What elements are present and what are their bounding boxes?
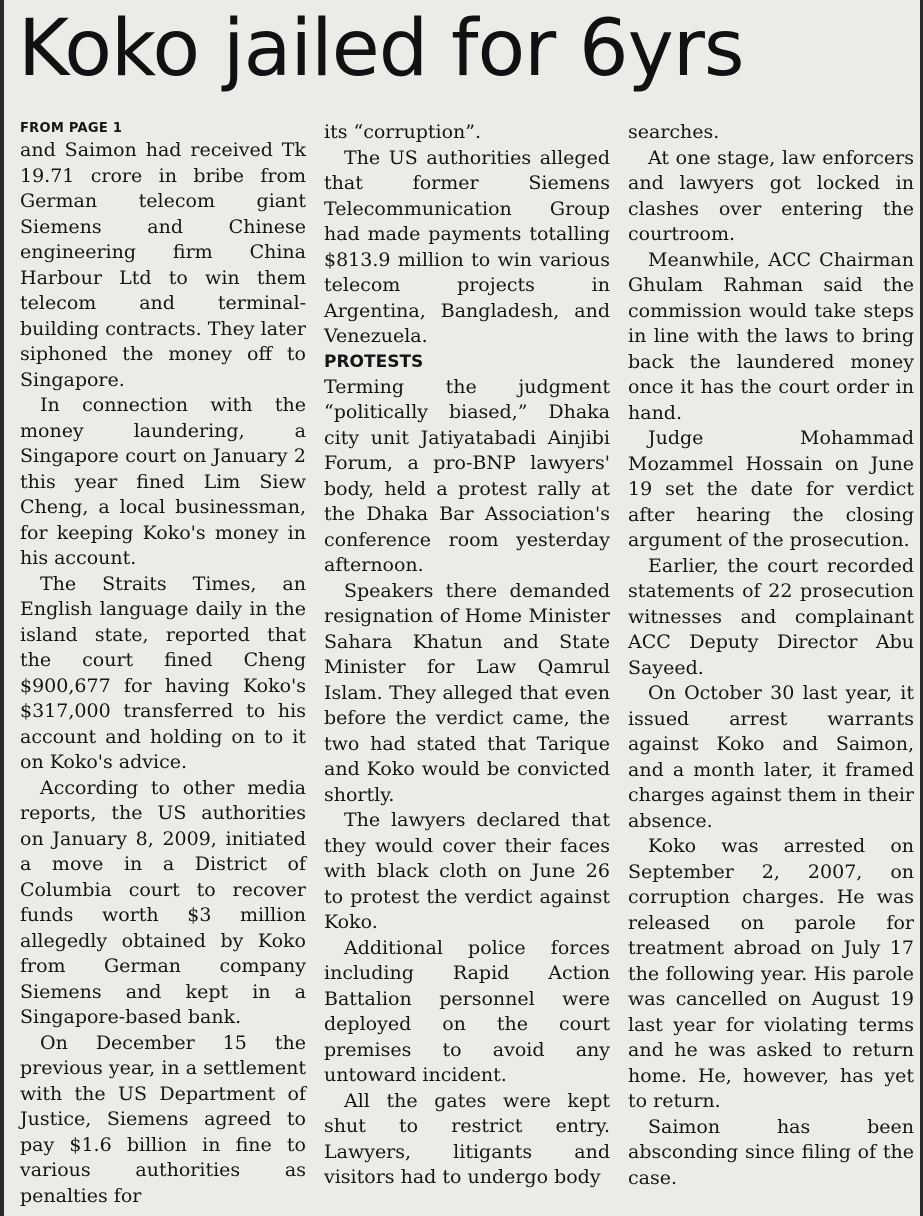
paragraph: On October 30 last year, it issued arrest warrants against Koko and Saimon, and a month later, it framed charges against them in their absence. [628,682,914,832]
article-body [20,120,916,1209]
paragraph: and Saimon had received Tk 19.71 crore in bribe from German telecom giant Siemens and Chinese engineering firm China Harbour Ltd to win them telecom and terminal-building contracts. They later siphoned the money off to Singapore. [20,139,306,391]
paragraph: The Straits Times, an English language daily in the island state, reported that the court fined Cheng $900,677 for having Koko's $317,000 transferred to his account and holding on to it on Koko's advice. [20,572,306,773]
paragraph: According to other media reports, the US authorities on January 8, 2009, initiated a move in a District of Columbia court to recover funds worth $3 million allegedly obtained by Koko from German company Siemens and kept in a Singapore-based bank. [20,776,306,1028]
paragraph: searches. [628,121,720,143]
paragraph: In connection with the money laundering, a Singapore court on January 2 this year fined Lim Siew Cheng, a local businessman, for keeping Koko's money in his account. [20,394,306,569]
paragraph: Earlier, the court recorded statements of 22 prosecution witnesses and complainant ACC Deputy Director Abu Sayeed. [628,554,914,679]
column-2 [324,120,610,1209]
headline: Koko jailed for 6yrs [18,4,744,94]
paragraph: Meanwhile, ACC Chairman Ghulam Rahman said the commission would take steps in line with the laws to bring back the laundered money once it has the court order in hand. [628,248,914,424]
paragraph: On December 15 the previous year, in a settlement with the US Department of Justice, Siemens agreed to pay $1.6 billion in fine to various authorities as penalties for [20,1031,306,1207]
paragraph: The lawyers declared that they would cover their faces with black cloth on June 26 to protest the verdict against Koko. [324,809,610,933]
paragraph: its “corruption”. [324,121,482,143]
paragraph: Additional police forces including Rapid Action Battalion personnel were deployed on the court premises to avoid any untoward incident. [324,936,610,1086]
paragraph: The US authorities alleged that former Siemens Telecommunication Group had made payments totalling $813.9 million to win various telecom projects in Argentina, Bangladesh, and Venezuela. [324,146,610,347]
paragraph: Terming the judgment “politically biased,” Dhaka city unit Jatiyatabadi Ainjibi Forum, a pro-BNP lawyers' body, held a protest rally at the Dhaka Bar Association's conference room yesterday afternoon. [324,375,610,576]
column-1 [20,120,306,1209]
subheading: PROTESTS [324,351,424,372]
paragraph: Judge Mohammad Mozammel Hossain on June 19 set the date for verdict after hearing the closing argument of the prosecution. [628,427,914,551]
column-3 [628,120,914,1209]
paragraph: Saimon has been absconding since filing of the case. [628,1115,914,1189]
paragraph: All the gates were kept shut to restrict entry. Lawyers, litigants and visitors had to undergo body [324,1089,610,1188]
kicker: FROM PAGE 1 [20,121,123,136]
paragraph: At one stage, law enforcers and lawyers got locked in clashes over entering the courtroom. [628,146,914,245]
paragraph: Speakers there demanded resignation of Home Minister Sahara Khatun and State Minister for Law Qamrul Islam. They alleged that even before the verdict came, the two had stated that Tarique and Koko would be convicted shortly. [324,579,610,806]
paragraph: Koko was arrested on September 2, 2007, on corruption charges. He was released on parole for treatment abroad on July 17 the following year. His parole was cancelled on August 19 last year for violating terms and he was asked to return home. He, however, has yet to return. [628,835,914,1112]
